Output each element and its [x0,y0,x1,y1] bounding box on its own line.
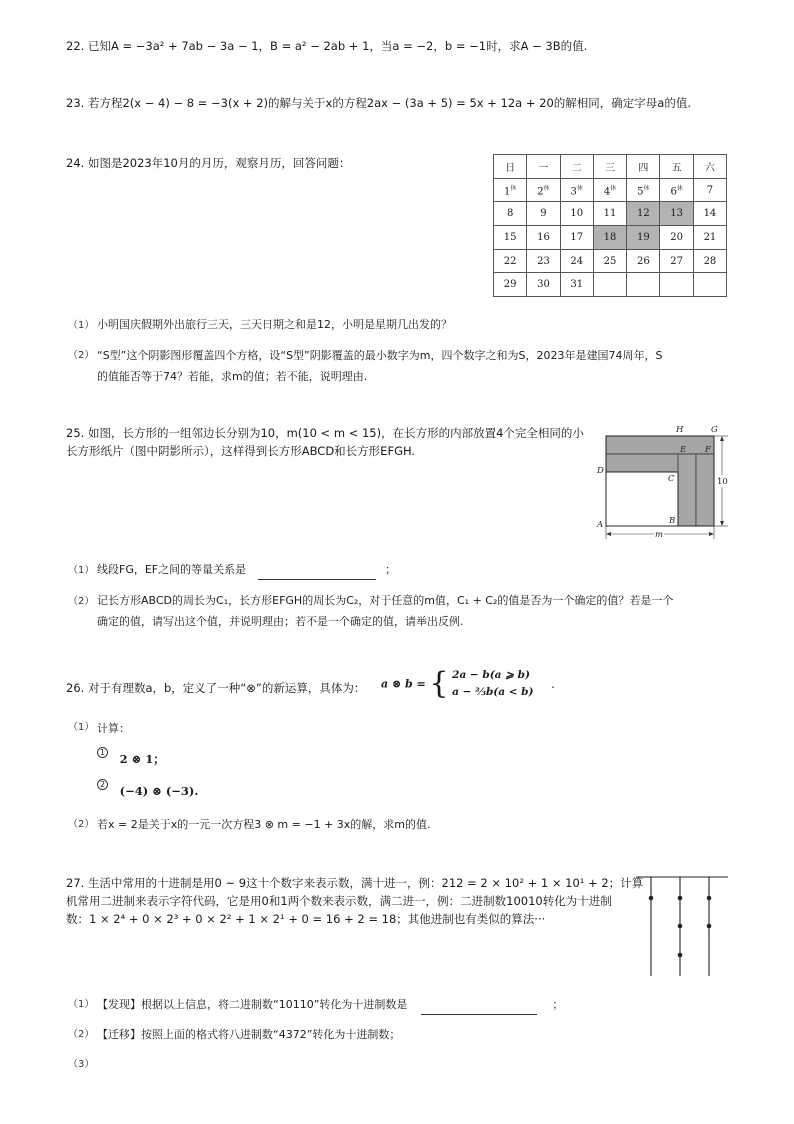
calendar-day [627,226,660,250]
calendar-week-row [494,178,727,202]
calendar-day [593,202,626,226]
q24-part2-line2: 的值能否等于74？若能，求m的值；若不能，说明理由. [97,370,368,383]
bead [678,924,683,929]
q25-part2-number: （2） [68,596,95,607]
calendar-day [560,202,593,226]
q26-part2: 若x = 2是关于x的一元一次方程3 ⊗ m = −1 + 3x的解，求m的值. [97,818,431,831]
q26-sub1 [97,748,165,767]
counting-rods-figure [636,872,730,980]
day-number: 23 [537,255,550,267]
day-number: 8 [506,208,514,220]
calendar-day [527,273,560,297]
day-number: 16 [537,231,550,243]
day-number: 5 [637,186,644,198]
weekday-header: 四 [627,155,660,179]
day-number: 14 [703,208,717,220]
calendar-day [693,249,726,273]
day-number: 13 [670,208,683,220]
question-27-line1: 27. 生活中常用的十进制是用0 ~ 9这十个数字来表示数，满十进一，例：212 = 2 × 10² + 1 × 10¹ + 2；计算 [66,876,644,890]
label-a: A [597,520,604,530]
day-number: 11 [603,208,617,220]
circled-number-2: 2 [97,779,108,790]
q24-part2-line1: “S型”这个阴影图形覆盖四个方格，设“S型”阴影覆盖的最小数字为m，四个数字之和为S，2023年是建国74周年，S [97,349,663,362]
operation-definition [381,667,555,707]
day-number: 26 [636,255,650,267]
calendar-week-row [494,249,727,273]
shaded-paper-top [606,436,714,454]
day-number: 27 [670,255,683,267]
day-number: 25 [603,255,617,267]
calendar-day [627,202,660,226]
label-f: F [705,445,711,455]
sub2-expression: (−4) ⊗ (−3). [119,784,199,798]
label-d: D [597,466,604,476]
day-number: 9 [540,208,547,220]
q24-part1-number: （1） [68,320,95,331]
day-number: 21 [703,231,717,243]
calendar-day [693,202,726,226]
calendar-day [660,226,693,250]
shaded-paper-middle [606,454,686,472]
q26-part2-number: （2） [68,819,95,830]
calendar-empty-cell [627,273,660,297]
q27-part1 [97,994,729,1015]
q27-part2-number: （2） [68,1029,95,1040]
weekday-header: 六 [693,155,726,179]
circled-number-1: 1 [97,747,108,758]
bead [707,924,712,929]
q25-part1-text: 线段FG，EF之间的等量关系是 [97,563,247,576]
holiday-mark: 休 [610,184,617,192]
calendar-day [693,226,726,250]
weekday-header: 三 [593,155,626,179]
day-number: 22 [503,255,517,267]
q27-part3-number: （3） [68,1059,95,1070]
q27-part2: 【迁移】按照上面的格式将八进制数“4372”转化为十进制数； [97,1028,401,1041]
calendar-day [494,178,527,202]
day-number: 3 [570,186,577,198]
calendar-day [527,249,560,273]
holiday-mark: 休 [510,184,517,192]
q25-part1-end: ； [385,563,397,576]
day-number: 4 [603,186,611,198]
operation-lhs: a ⊗ b = [381,677,426,691]
calendar-day [560,226,593,250]
day-number: 20 [670,231,683,243]
calendar-week-row [494,273,727,297]
calendar-empty-cell [593,273,626,297]
day-number: 1 [503,186,511,198]
day-number: 10 [570,208,584,220]
q24-part1: 小明国庆假期外出旅行三天，三天日期之和是12，小明是星期几出发的？ [97,318,452,331]
question-27-line2: 机常用二进制来表示字符代码，它是用0和1两个数来表示数，满二进一，例：二进制数10010转化为十进制 [66,894,612,908]
label-e: E [680,445,687,455]
weekday-header: 二 [560,155,593,179]
holiday-mark: 休 [643,184,650,192]
day-number: 28 [703,255,717,267]
shaded-paper-left-vertical [678,454,696,526]
label-g: G [711,425,718,435]
calendar-day [560,273,593,297]
label-h: H [676,425,684,435]
day-number: 30 [537,279,550,291]
definition-end: . [551,677,555,691]
day-number: 6 [670,186,677,198]
bead [678,896,683,901]
day-number: 2 [537,186,544,198]
left-brace: { [429,666,449,701]
holiday-mark: 休 [576,184,583,192]
day-number: 7 [706,184,714,196]
calendar-day [527,226,560,250]
calendar-day [593,249,626,273]
day-number: 15 [503,231,517,243]
calendar-day [660,249,693,273]
day-number: 29 [503,279,517,291]
day-number: 18 [603,231,617,243]
case-1: 2a − b(a ⩾ b) [452,669,530,681]
calendar-empty-cell [693,273,726,297]
question-24-stem: 24. 如图是2023年10月的月历，观察月历，回答问题： [66,156,351,170]
calendar-week-row [494,226,727,250]
q25-part2-line1: 记长方形ABCD的周长为C₁，长方形EFGH的周长为C₂，对于任意的m值，C₁ + C₂的值是否为一个确定的值？若是一个 [97,594,674,607]
q24-part2 [97,345,729,387]
day-number: 31 [570,279,584,291]
calendar-day [494,202,527,226]
bead [649,896,654,901]
day-number: 24 [570,255,584,267]
weekday-header: 日 [494,155,527,179]
q27-part1-end: ； [552,998,564,1011]
calendar-day [494,273,527,297]
question-26-stem: 26. 对于有理数a，b，定义了一种“⊗”的新运算，具体为： [66,681,366,695]
calendar-empty-cell [660,273,693,297]
q25-part1-number: （1） [68,565,95,576]
calendar-week-row [494,202,727,226]
calendar-header-row [494,155,727,179]
q27-part1-text: 【发现】根据以上信息，将二进制数“10110”转化为十进制数是 [97,998,408,1011]
q26-sub2 [97,780,199,799]
calendar-day [627,249,660,273]
question-25-line2: 长方形纸片（图中阴影所示），这样得到长方形ABCD和长方形EFGH. [66,444,416,458]
label-b: B [669,516,676,526]
calendar-day [693,178,726,202]
holiday-mark: 休 [676,184,683,192]
q27-part1-number: （1） [68,999,95,1010]
question-25-line1: 25. 如图，长方形的一组邻边长分别为10，m(10 < m < 15)，在长方形的内部放置4个完全相同的小 [66,426,584,440]
question-27-line3: 数：1 × 2⁴ + 0 × 2³ + 0 × 2² + 1 × 2¹ + 0 = 16 + 2 = 18；其他进制也有类似的算法··· [66,912,546,926]
q26-part1-number: （1） [68,722,95,733]
rectangle-figure [592,422,738,542]
label-10: 10 [717,477,728,487]
weekday-header: 五 [660,155,693,179]
calendar-day [527,202,560,226]
day-number: 19 [636,231,650,243]
sub1-expression: 2 ⊗ 1； [119,752,165,766]
shaded-paper-right-vertical [696,454,714,526]
calendar-day [660,202,693,226]
bead [678,953,683,958]
calendar-day [593,226,626,250]
calendar-day [593,178,626,202]
label-c: C [668,474,675,484]
day-number: 12 [636,208,650,220]
october-calendar [493,154,727,297]
calendar-day [560,249,593,273]
question-23: 23. 若方程2(x − 4) − 8 = −3(x + 2)的解与关于x的方程2ax − (3a + 5) = 5x + 12a + 20的解相同，确定字母a的值. [66,96,692,110]
q26-part1: 计算： [97,722,130,735]
case-2: a − ⅔b(a < b) [452,686,534,698]
calendar-day [494,249,527,273]
label-m: m [655,530,664,540]
q25-part2 [97,590,729,632]
calendar-day [560,178,593,202]
calendar-day [494,226,527,250]
calendar-day [627,178,660,202]
calendar-day [660,178,693,202]
bead [707,896,712,901]
question-22: 22. 已知A = −3a² + 7ab − 3a − 1，B = a² − 2ab + 1，当a = −2，b = −1时，求A − 3B的值. [66,39,588,53]
answer-blank-fg-ef[interactable] [258,566,376,580]
q25-part2-line2: 确定的值，请写出这个值，并说明理由；若不是一个确定的值，请举出反例. [97,615,464,628]
holiday-mark: 休 [543,184,550,192]
day-number: 17 [570,231,584,243]
weekday-header: 一 [527,155,560,179]
q24-part2-number: （2） [68,350,95,361]
calendar-day [527,178,560,202]
q25-part1 [97,559,729,580]
answer-blank-binary[interactable] [421,1001,537,1015]
